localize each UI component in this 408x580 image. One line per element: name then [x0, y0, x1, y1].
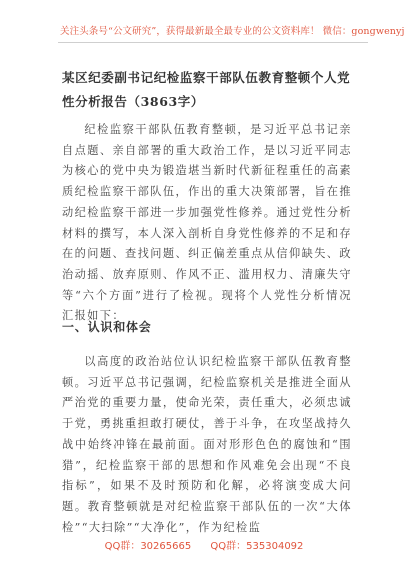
footer-qq-group-2: QQ群：535304092 [210, 541, 304, 552]
header-divider [58, 42, 368, 43]
footer-contact [0, 537, 408, 552]
header-promo-text: 关注头条号“公文研究”，获得最新最全最专业的公文资料库！ 微信：gongwenyj [60, 26, 405, 37]
footer-qq-group-1: QQ群：30265665 [104, 541, 192, 552]
body-paragraph: 以高度的政治站位认识纪检监察干部队伍教育整顿。习近平总书记强调，纪检监察机关是推进全面从严治党的重要力量，使命光荣，责任重大，必须忠诚于党，勇挑重担敢打硬仗，善于斗争，在攻坚战持久战中始终冲锋在最前面。面对形形色色的腐蚀和“围猎”，纪检监察干部的思想和作风难免会出现“不良指标”，如果不及时预防和化解，必将演变成大问题。教育整顿就是对纪检监察干部队伍的一次“大体检”“大扫除”“大净化”，作为纪检监 [62, 355, 352, 534]
document-title: 某区纪委副书记纪检监察干部队伍教育整顿个人党性分析报告（3863字） [62, 70, 351, 109]
body-paragraph: 纪检监察干部队伍教育整顿，是习近平总书记亲自点题、亲自部署的重大政治工作，是以习近平同志为核心的党中央为锻造堪当新时代新征程重任的高素质纪检监察干部队伍，作出的重大决策部署，旨在推动纪检监察干部进一步加强党性修养。通过党性分析材料的撰写，本人深入剖析自身党性修养的不足和存在的问题、查找问题、纠正偏差重点从信仰缺失、政治动摇、放弃原则、作风不正、滥用权力、清廉失守等“六个方面”进行了检视。现将个人党性分析情况汇报如下： [62, 123, 352, 323]
section-heading: 一、认识和体会 [62, 320, 152, 334]
